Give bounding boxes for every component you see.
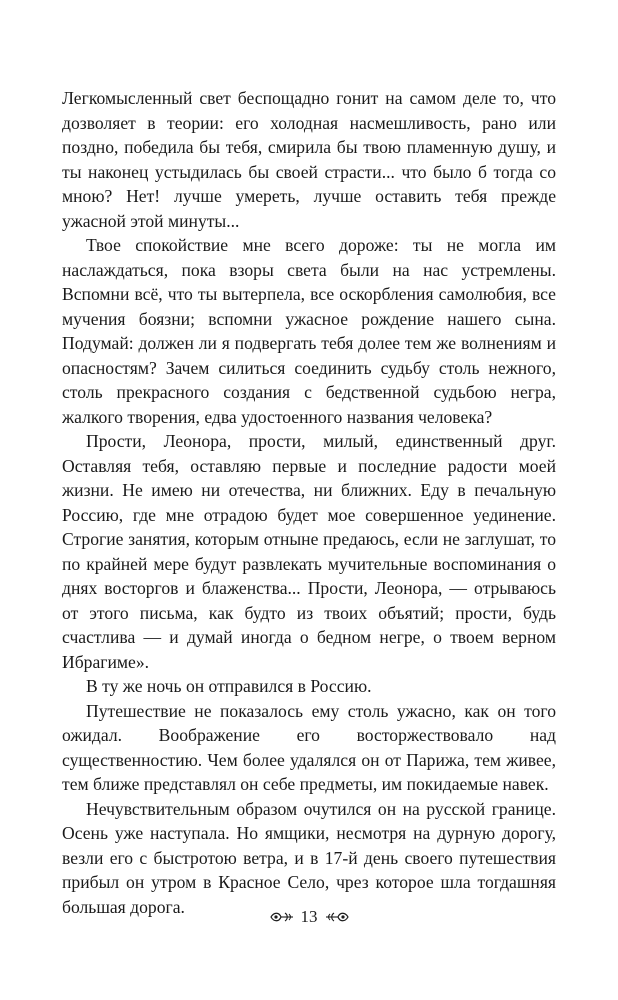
paragraph-2: Твое спокойствие мне всего дороже: ты не могла им наслаждаться, пока взоры света были на нас устремлены. Вспомни всё, что ты вытерпела, все оскорбления самолюбия, все мучения боязни; вспомни ужасное рождение нашего сына. Подумай: должен ли я подвергать тебя долее тем же волнениям и опасностям? Зачем силиться соединить судьбу столь нежного, столь прекрасного создания с бедственной судьбою негра, жалкого творения, едва удостоенного названия человека? xyxy=(62,235,556,427)
paragraph-3: Прости, Леонора, прости, милый, единственный друг. Оставляя тебя, оставляю первые и последние радости моей жизни. Не имею ни отечества, ни ближних. Еду в печальную Россию, где мне отрадою будет мое совершенное уединение. Строгие занятия, которым отныне предаюсь, если не заглушат, то по крайней мере будут развлекать мучительные воспоминания о днях восторгов и блаженства... Прости, Леонора, — отрываюсь от этого письма, как будто из твоих объятий; прости, будь счастлива — и думай иногда о бедном негре, о твоем верном Ибрагиме». xyxy=(62,431,556,672)
fleuron-left-icon xyxy=(269,909,295,925)
fleuron-right-icon xyxy=(324,909,350,925)
paragraph-4: В ту же ночь он отправился в Россию. xyxy=(86,676,372,696)
page-number: 13 xyxy=(300,907,318,926)
paragraph-6: Нечувствительным образом очутился он на русской границе. Осень уже наступала. Но ямщики, несмотря на дурную дорогу, везли его с быстротою ветра, и в 17-й день своего путешествия прибыл он утром в Красное Село, чрез которое шла тогдашняя большая дорога. xyxy=(62,798,556,917)
paragraph-1: Легкомысленный свет беспощадно гонит на самом деле то, что дозволяет в теории: его холодная насмешливость, рано или поздно, победила бы тебя, смирила бы твою пламенную душу, и ты наконец устыдилась бы своей страсти... что было б тогда со мною? Нет! лучше умереть, лучше оставить тебя прежде ужасной этой минуты... xyxy=(62,88,556,231)
text-body xyxy=(62,86,556,919)
paragraph-5: Путешествие не показалось ему столь ужасно, как он того ожидал. Воображение его восторжествовало над существенностию. Чем более удалялся он от Парижа, тем живее, тем ближе представлял он себе предметы, им покидаемые навек. xyxy=(62,700,556,794)
page-footer xyxy=(0,906,618,928)
